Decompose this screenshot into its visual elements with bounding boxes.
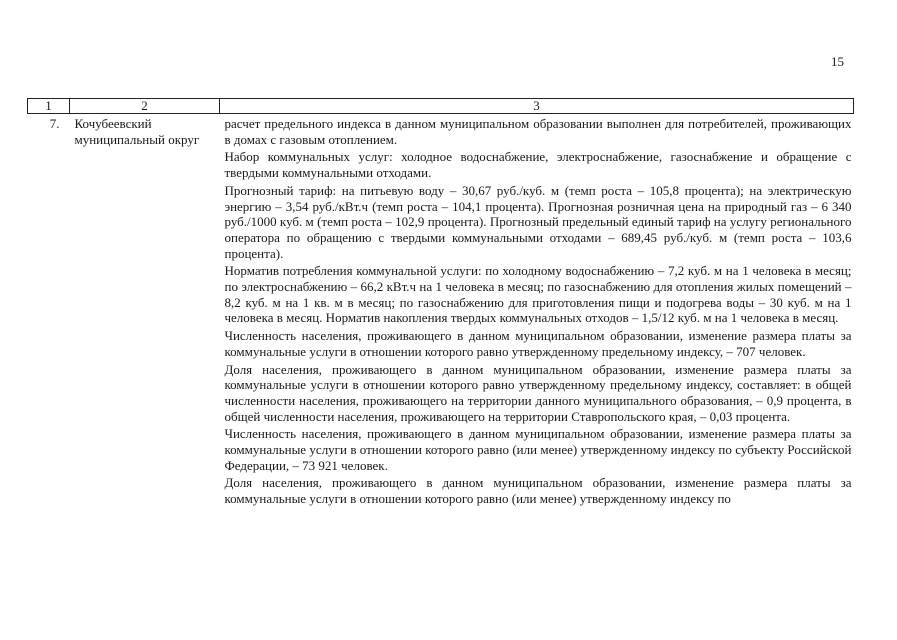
paragraph-services-set: Набор коммунальных услуг: холодное водоснабжение, электроснабжение, газоснабжение и обращение с твердыми коммунальными отходами.: [224, 149, 852, 181]
municipal-index-table: [27, 98, 854, 509]
paragraph-population-federal-index: Численность населения, проживающего в данном муниципальном образовании, изменение размера платы за коммунальные услуги в отношении которого равно (или менее) утвержденному индексу по субъекту Российской Федерации, – 73 921 человек.: [224, 426, 852, 473]
paragraph-share-equal-index: Доля населения, проживающего в данном муниципальном образовании, изменение размера платы за коммунальные услуги в отношении которого равно утвержденному предельному индексу, составляет: в общей численности населения, проживающего на территории данного муниципального образования, – 0,9 процента, в общей численности населения, проживающего на территории Ставропольского края, – 0,03 процента.: [224, 361, 852, 424]
paragraph-forecast-tariff: Прогнозный тариф: на питьевую воду – 30,67 руб./куб. м (темп роста – 105,8 процента); на электрическую энергию – 3,54 руб./кВт.ч (темп роста – 104,1 процента). Прогнозная розничная цена на природный газ – 6 340 руб./1000 куб. м (темп роста – 102,9 процента). Прогнозный предельный единый тариф на услугу регионального оператора по обращению с твердыми коммунальными отходами – 689,45 руб./куб. м (темп роста – 103,6 процента).: [224, 182, 852, 261]
table-header-row: [28, 99, 854, 114]
paragraph-population-equal-index: Численность населения, проживающего в данном муниципальном образовании, изменение размера платы за коммунальные услуги в отношении которого равно утвержденному предельному индексу, – 707 человек.: [224, 328, 852, 359]
column-header-3: 3: [220, 99, 854, 114]
paragraph-calculation-basis: расчет предельного индекса в данном муниципальном образовании выполнен для потребителей, проживающих в домах с газовым отоплением.: [224, 116, 852, 147]
municipality-name: Кочубеевский муниципальный округ: [74, 116, 200, 147]
paragraph-share-federal-index: Доля населения, проживающего в данном муниципальном образовании, изменение размера платы за коммунальные услуги в отношении которого равно (или менее) утвержденному индексу по: [224, 475, 852, 507]
paragraph-consumption-norm: Норматив потребления коммунальной услуги: по холодному водоснабжению – 7,2 куб. м на 1 человека в месяц; по электроснабжению – 66,2 кВт.ч на 1 человека в месяц; по газоснабжению для отопления жилых помещений – 8,2 куб. м на 1 кв. м в месяц; по газоснабжению для приготовления пищи и подогрева воды – 30 куб. м на 1 человека в месяц. Норматив накопления твердых коммунальных отходов – 1,5/12 куб. м на 1 человека в месяц.: [224, 263, 852, 326]
column-header-1: 1: [28, 99, 70, 114]
row-index: 7.: [49, 116, 60, 131]
page-number: 15: [831, 54, 844, 69]
column-header-2: 2: [70, 99, 220, 114]
row-description: [220, 114, 854, 509]
table-row: [28, 114, 854, 509]
